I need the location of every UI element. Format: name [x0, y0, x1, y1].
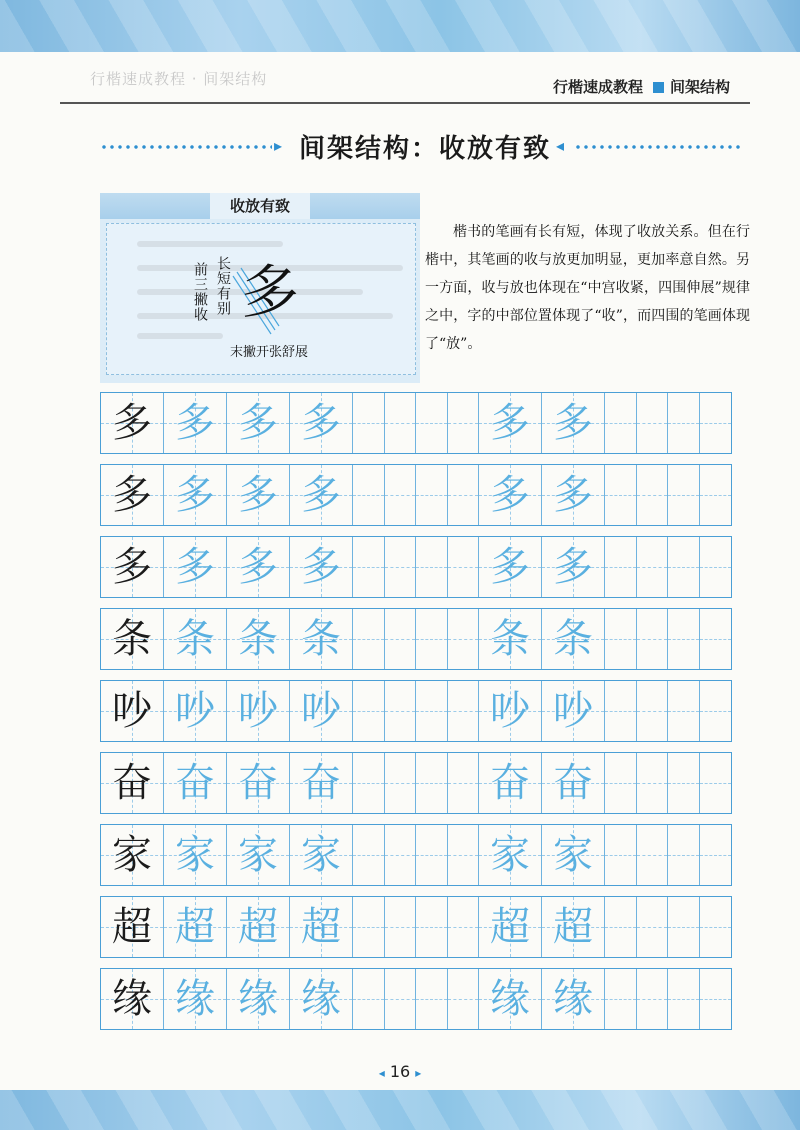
trace-cell[interactable] — [290, 753, 353, 813]
blank-cell[interactable] — [416, 969, 448, 1029]
square-bullet-icon — [653, 82, 664, 93]
trace-character: 多 — [553, 400, 593, 446]
trace-cell[interactable] — [542, 825, 605, 885]
model-character: 多 — [112, 544, 152, 590]
model-cell — [101, 753, 164, 813]
blank-cell[interactable] — [668, 753, 700, 813]
blank-cell[interactable] — [668, 465, 700, 525]
header-ghost-text: 行楷速成教程 · 间架结构 — [90, 70, 268, 88]
trace-cell[interactable] — [227, 681, 290, 741]
dotted-line-right — [574, 144, 740, 150]
trace-cell[interactable] — [227, 393, 290, 453]
section-name: 间架结构 — [670, 78, 731, 96]
trace-cell[interactable] — [479, 825, 542, 885]
blank-cell[interactable] — [637, 537, 669, 597]
trace-character: 缘 — [301, 976, 341, 1022]
dotted-line-left — [100, 144, 272, 150]
header-rule — [60, 102, 750, 104]
practice-row — [100, 392, 732, 454]
trace-character: 多 — [490, 472, 530, 518]
blank-cell[interactable] — [668, 969, 700, 1029]
blank-cell[interactable] — [605, 753, 637, 813]
trace-cell[interactable] — [164, 609, 227, 669]
trace-character: 缘 — [553, 976, 593, 1022]
blank-cell[interactable] — [416, 753, 448, 813]
trace-character: 多 — [301, 400, 341, 446]
trace-cell[interactable] — [542, 897, 605, 957]
trace-cell[interactable] — [227, 537, 290, 597]
blank-cell[interactable] — [605, 897, 637, 957]
explain-box-tab — [100, 193, 420, 219]
trace-cell[interactable] — [479, 897, 542, 957]
blank-cell[interactable] — [448, 465, 480, 525]
blank-cell[interactable] — [700, 897, 732, 957]
blank-cell[interactable] — [668, 825, 700, 885]
blank-cell[interactable] — [448, 753, 480, 813]
blank-cell[interactable] — [448, 537, 480, 597]
trace-character: 奋 — [175, 760, 215, 806]
trace-character: 条 — [553, 616, 593, 662]
practice-row — [100, 464, 732, 526]
trace-character: 多 — [490, 400, 530, 446]
blank-cell[interactable] — [416, 825, 448, 885]
blank-cell[interactable] — [700, 609, 732, 669]
model-character: 多 — [112, 472, 152, 518]
trace-cell[interactable] — [542, 753, 605, 813]
trace-cell[interactable] — [479, 681, 542, 741]
practice-row — [100, 968, 732, 1030]
arrow-right-icon: ▸ — [274, 136, 283, 155]
trace-character: 缘 — [175, 976, 215, 1022]
trace-character: 吵 — [553, 688, 593, 734]
trace-character: 多 — [238, 472, 278, 518]
trace-cell[interactable] — [542, 537, 605, 597]
model-cell — [101, 465, 164, 525]
trace-cell[interactable] — [227, 897, 290, 957]
trace-cell[interactable] — [290, 465, 353, 525]
trace-cell[interactable] — [290, 393, 353, 453]
trace-character: 条 — [301, 616, 341, 662]
blank-cell[interactable] — [668, 537, 700, 597]
trace-character: 多 — [301, 472, 341, 518]
blank-cell[interactable] — [605, 609, 637, 669]
blank-cell[interactable] — [605, 825, 637, 885]
practice-row — [100, 896, 732, 958]
blank-cell[interactable] — [385, 609, 417, 669]
blank-cell[interactable] — [416, 465, 448, 525]
model-cell — [101, 609, 164, 669]
blank-cell[interactable] — [353, 393, 385, 453]
trace-character: 多 — [553, 544, 593, 590]
trace-character: 奋 — [238, 760, 278, 806]
book-title: 行楷速成教程 — [553, 78, 644, 96]
blank-cell[interactable] — [353, 825, 385, 885]
trace-character: 超 — [238, 904, 278, 950]
blank-cell[interactable] — [385, 897, 417, 957]
blank-cell[interactable] — [385, 753, 417, 813]
practice-row — [100, 608, 732, 670]
trace-character: 吵 — [301, 688, 341, 734]
trace-character: 家 — [301, 832, 341, 878]
explain-caption: 末撇开张舒展 — [230, 345, 309, 360]
trace-cell[interactable] — [479, 465, 542, 525]
blank-cell[interactable] — [605, 969, 637, 1029]
blank-cell[interactable] — [448, 393, 480, 453]
trace-cell[interactable] — [542, 969, 605, 1029]
model-cell — [101, 825, 164, 885]
note-length-difference: 长短有别 — [215, 256, 231, 316]
blank-cell[interactable] — [353, 537, 385, 597]
trace-character: 吵 — [238, 688, 278, 734]
trace-cell[interactable] — [290, 969, 353, 1029]
page-number — [370, 1062, 430, 1081]
blank-cell[interactable] — [700, 753, 732, 813]
blank-cell[interactable] — [637, 393, 669, 453]
trace-character: 多 — [301, 544, 341, 590]
blank-cell[interactable] — [637, 753, 669, 813]
blank-cell[interactable] — [353, 465, 385, 525]
trace-cell[interactable] — [479, 537, 542, 597]
trace-character: 家 — [490, 832, 530, 878]
blank-cell[interactable] — [605, 681, 637, 741]
blank-cell[interactable] — [700, 393, 732, 453]
trace-cell[interactable] — [542, 465, 605, 525]
blank-cell[interactable] — [353, 969, 385, 1029]
trace-character: 吵 — [175, 688, 215, 734]
page-number-value: 16 — [389, 1062, 411, 1081]
blank-cell[interactable] — [448, 825, 480, 885]
trace-cell[interactable] — [164, 753, 227, 813]
blank-cell[interactable] — [637, 897, 669, 957]
blank-cell[interactable] — [448, 897, 480, 957]
model-cell — [101, 537, 164, 597]
model-character: 缘 — [112, 976, 152, 1022]
trace-character: 奋 — [553, 760, 593, 806]
trace-cell[interactable] — [164, 897, 227, 957]
blank-cell[interactable] — [637, 609, 669, 669]
blank-cell[interactable] — [448, 609, 480, 669]
trace-cell[interactable] — [290, 609, 353, 669]
model-character: 条 — [112, 616, 152, 662]
blank-cell[interactable] — [448, 681, 480, 741]
model-character: 多 — [112, 400, 152, 446]
trace-cell[interactable] — [164, 537, 227, 597]
model-cell — [101, 897, 164, 957]
blank-cell[interactable] — [605, 393, 637, 453]
blank-cell[interactable] — [385, 537, 417, 597]
trace-cell[interactable] — [479, 753, 542, 813]
blank-cell[interactable] — [668, 897, 700, 957]
trace-cell[interactable] — [542, 609, 605, 669]
trace-character: 家 — [175, 832, 215, 878]
trace-character: 家 — [553, 832, 593, 878]
blank-cell[interactable] — [668, 681, 700, 741]
model-character: 家 — [112, 832, 152, 878]
trace-character: 多 — [175, 400, 215, 446]
trace-cell[interactable] — [290, 825, 353, 885]
blank-cell[interactable] — [700, 969, 732, 1029]
trace-character: 奋 — [301, 760, 341, 806]
trace-character: 超 — [175, 904, 215, 950]
blank-cell[interactable] — [637, 969, 669, 1029]
blank-cell[interactable] — [353, 609, 385, 669]
trace-cell[interactable] — [479, 393, 542, 453]
blank-cell[interactable] — [605, 537, 637, 597]
example-character: 多 — [241, 258, 300, 326]
trace-character: 多 — [175, 472, 215, 518]
model-cell — [101, 393, 164, 453]
blank-cell[interactable] — [700, 681, 732, 741]
model-character: 超 — [112, 904, 152, 950]
blank-cell[interactable] — [353, 897, 385, 957]
model-cell — [101, 969, 164, 1029]
blank-cell[interactable] — [700, 825, 732, 885]
trace-character: 条 — [490, 616, 530, 662]
trace-character: 超 — [553, 904, 593, 950]
trace-cell[interactable] — [479, 969, 542, 1029]
blank-cell[interactable] — [353, 753, 385, 813]
note-first-strokes: 前三撇收 — [192, 262, 208, 322]
trace-cell[interactable] — [164, 393, 227, 453]
trace-character: 多 — [238, 400, 278, 446]
blank-cell[interactable] — [385, 825, 417, 885]
triangle-right-icon: ▸ — [415, 1066, 422, 1080]
model-character: 吵 — [112, 688, 152, 734]
trace-cell[interactable] — [227, 969, 290, 1029]
model-cell — [101, 681, 164, 741]
practice-row — [100, 536, 732, 598]
blank-cell[interactable] — [637, 465, 669, 525]
trace-character: 家 — [238, 832, 278, 878]
blank-cell[interactable] — [416, 681, 448, 741]
trace-character: 超 — [301, 904, 341, 950]
model-character: 奋 — [112, 760, 152, 806]
trace-character: 超 — [490, 904, 530, 950]
page-title-row — [100, 124, 740, 168]
bottom-decor-band — [0, 1090, 800, 1130]
blank-cell[interactable] — [637, 681, 669, 741]
trace-character: 奋 — [490, 760, 530, 806]
trace-character: 条 — [175, 616, 215, 662]
practice-row — [100, 680, 732, 742]
triangle-left-icon: ◂ — [378, 1066, 385, 1080]
blank-cell[interactable] — [353, 681, 385, 741]
trace-character: 多 — [175, 544, 215, 590]
blank-cell[interactable] — [668, 393, 700, 453]
trace-character: 多 — [490, 544, 530, 590]
blank-cell[interactable] — [416, 609, 448, 669]
trace-cell[interactable] — [290, 897, 353, 957]
blank-cell[interactable] — [385, 681, 417, 741]
trace-cell[interactable] — [164, 969, 227, 1029]
trace-cell[interactable] — [290, 681, 353, 741]
blank-cell[interactable] — [700, 537, 732, 597]
trace-character: 多 — [238, 544, 278, 590]
trace-cell[interactable] — [542, 393, 605, 453]
blank-cell[interactable] — [385, 393, 417, 453]
trace-character: 缘 — [238, 976, 278, 1022]
trace-cell[interactable] — [542, 681, 605, 741]
trace-character: 条 — [238, 616, 278, 662]
practice-row — [100, 752, 732, 814]
trace-character: 吵 — [490, 688, 530, 734]
blank-cell[interactable] — [416, 897, 448, 957]
trace-cell[interactable] — [227, 753, 290, 813]
blank-cell[interactable] — [416, 537, 448, 597]
practice-row — [100, 824, 732, 886]
trace-cell[interactable] — [227, 825, 290, 885]
trace-cell[interactable] — [164, 681, 227, 741]
trace-cell[interactable] — [227, 609, 290, 669]
running-header — [553, 76, 753, 98]
blank-cell[interactable] — [700, 465, 732, 525]
blank-cell[interactable] — [385, 969, 417, 1029]
trace-character: 缘 — [490, 976, 530, 1022]
trace-cell[interactable] — [479, 609, 542, 669]
trace-cell[interactable] — [164, 465, 227, 525]
arrow-left-icon: ◂ — [556, 136, 565, 155]
blank-cell[interactable] — [416, 393, 448, 453]
blank-cell[interactable] — [448, 969, 480, 1029]
blank-cell[interactable] — [385, 465, 417, 525]
explanation-paragraph: 楷书的笔画有长有短，体现了收放关系。但在行楷中，其笔画的收与放更加明显，更加率意自然。另一方面，收与放也体现在“中宫收紧，四围伸展”规律之中，字的中部位置体现了“收”，而四围的笔画体现了“放”。 — [425, 224, 750, 352]
blank-cell[interactable] — [637, 825, 669, 885]
trace-character: 多 — [553, 472, 593, 518]
top-decor-band — [0, 0, 800, 52]
trace-cell[interactable] — [290, 537, 353, 597]
explain-box-label: 收放有致 — [210, 193, 310, 219]
blank-cell[interactable] — [668, 609, 700, 669]
trace-cell[interactable] — [227, 465, 290, 525]
blank-cell[interactable] — [605, 465, 637, 525]
trace-cell[interactable] — [164, 825, 227, 885]
page-title: 间架结构：收放有致 — [298, 134, 551, 164]
